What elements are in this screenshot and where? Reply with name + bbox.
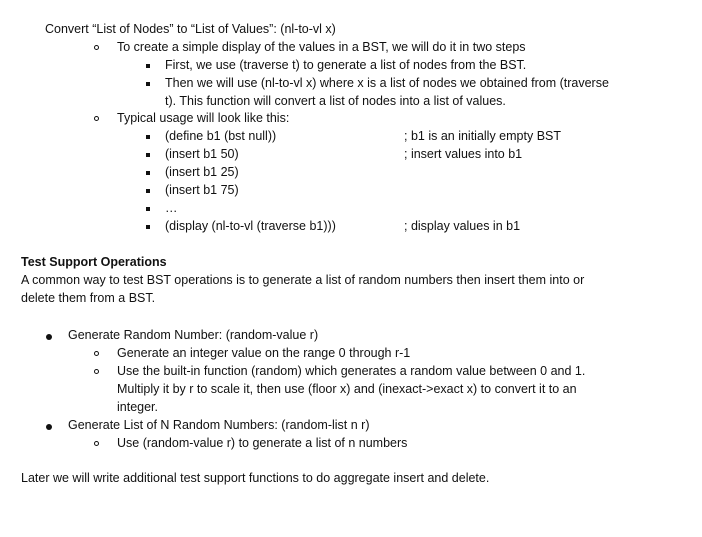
section-heading-convert: Convert “List of Nodes” to “List of Values”: (nl-to-vl x) [45, 22, 336, 36]
list-item-second-step-line2: t). This function will convert a list of nodes into a list of values. [165, 94, 506, 108]
code-comment: ; display values in b1 [404, 219, 521, 233]
disc-bullet-icon [46, 334, 52, 340]
sub-item-integer-range: Generate an integer value on the range 0 through r-1 [117, 346, 411, 360]
square-bullet-icon [146, 82, 150, 86]
disc-bullet-icon [46, 424, 52, 430]
square-bullet-icon [146, 225, 150, 229]
circle-bullet-icon [94, 441, 99, 446]
code-line: (define b1 (bst null)) [165, 129, 277, 143]
circle-bullet-icon [94, 369, 99, 374]
bullet-random-value: Generate Random Number: (random-value r) [68, 328, 319, 342]
intro-line2: delete them from a BST. [21, 291, 156, 305]
section-heading-test-support: Test Support Operations [21, 255, 167, 269]
code-ellipsis: … [165, 201, 178, 215]
code-comment: ; b1 is an initially empty BST [404, 129, 562, 143]
intro-line1: A common way to test BST operations is to generate a list of random numbers then insert them into or [21, 273, 585, 287]
square-bullet-icon [146, 64, 150, 68]
square-bullet-icon [146, 171, 150, 175]
list-item-two-steps: To create a simple display of the values in a BST, we will do it in two steps [117, 40, 526, 54]
code-line: (insert b1 75) [165, 183, 239, 197]
square-bullet-icon [146, 189, 150, 193]
code-line: (display (nl-to-vl (traverse b1))) [165, 219, 336, 233]
circle-bullet-icon [94, 351, 99, 356]
sub-item-random-list-usage: Use (random-value r) to generate a list of n numbers [117, 436, 408, 450]
list-item-first-step: First, we use (traverse t) to generate a list of nodes from the BST. [165, 58, 527, 72]
code-line: (insert b1 25) [165, 165, 239, 179]
sub-item-builtin-random-line3: integer. [117, 400, 159, 414]
square-bullet-icon [146, 135, 150, 139]
square-bullet-icon [146, 153, 150, 157]
code-line: (insert b1 50) [165, 147, 239, 161]
circle-bullet-icon [94, 45, 99, 50]
code-comment: ; insert values into b1 [404, 147, 523, 161]
list-item-second-step-line1: Then we will use (nl-to-vl x) where x is a list of nodes we obtained from (traverse [165, 76, 609, 90]
bullet-random-list: Generate List of N Random Numbers: (random-list n r) [68, 418, 370, 432]
closing-paragraph: Later we will write additional test support functions to do aggregate insert and delete. [21, 471, 490, 485]
sub-item-builtin-random-line1: Use the built-in function (random) which generates a random value between 0 and 1. [117, 364, 586, 378]
square-bullet-icon [146, 207, 150, 211]
circle-bullet-icon [94, 116, 99, 121]
list-item-typical-usage: Typical usage will look like this: [117, 111, 290, 125]
sub-item-builtin-random-line2: Multiply it by r to scale it, then use (floor x) and (inexact->exact x) to convert it to an [117, 382, 577, 396]
